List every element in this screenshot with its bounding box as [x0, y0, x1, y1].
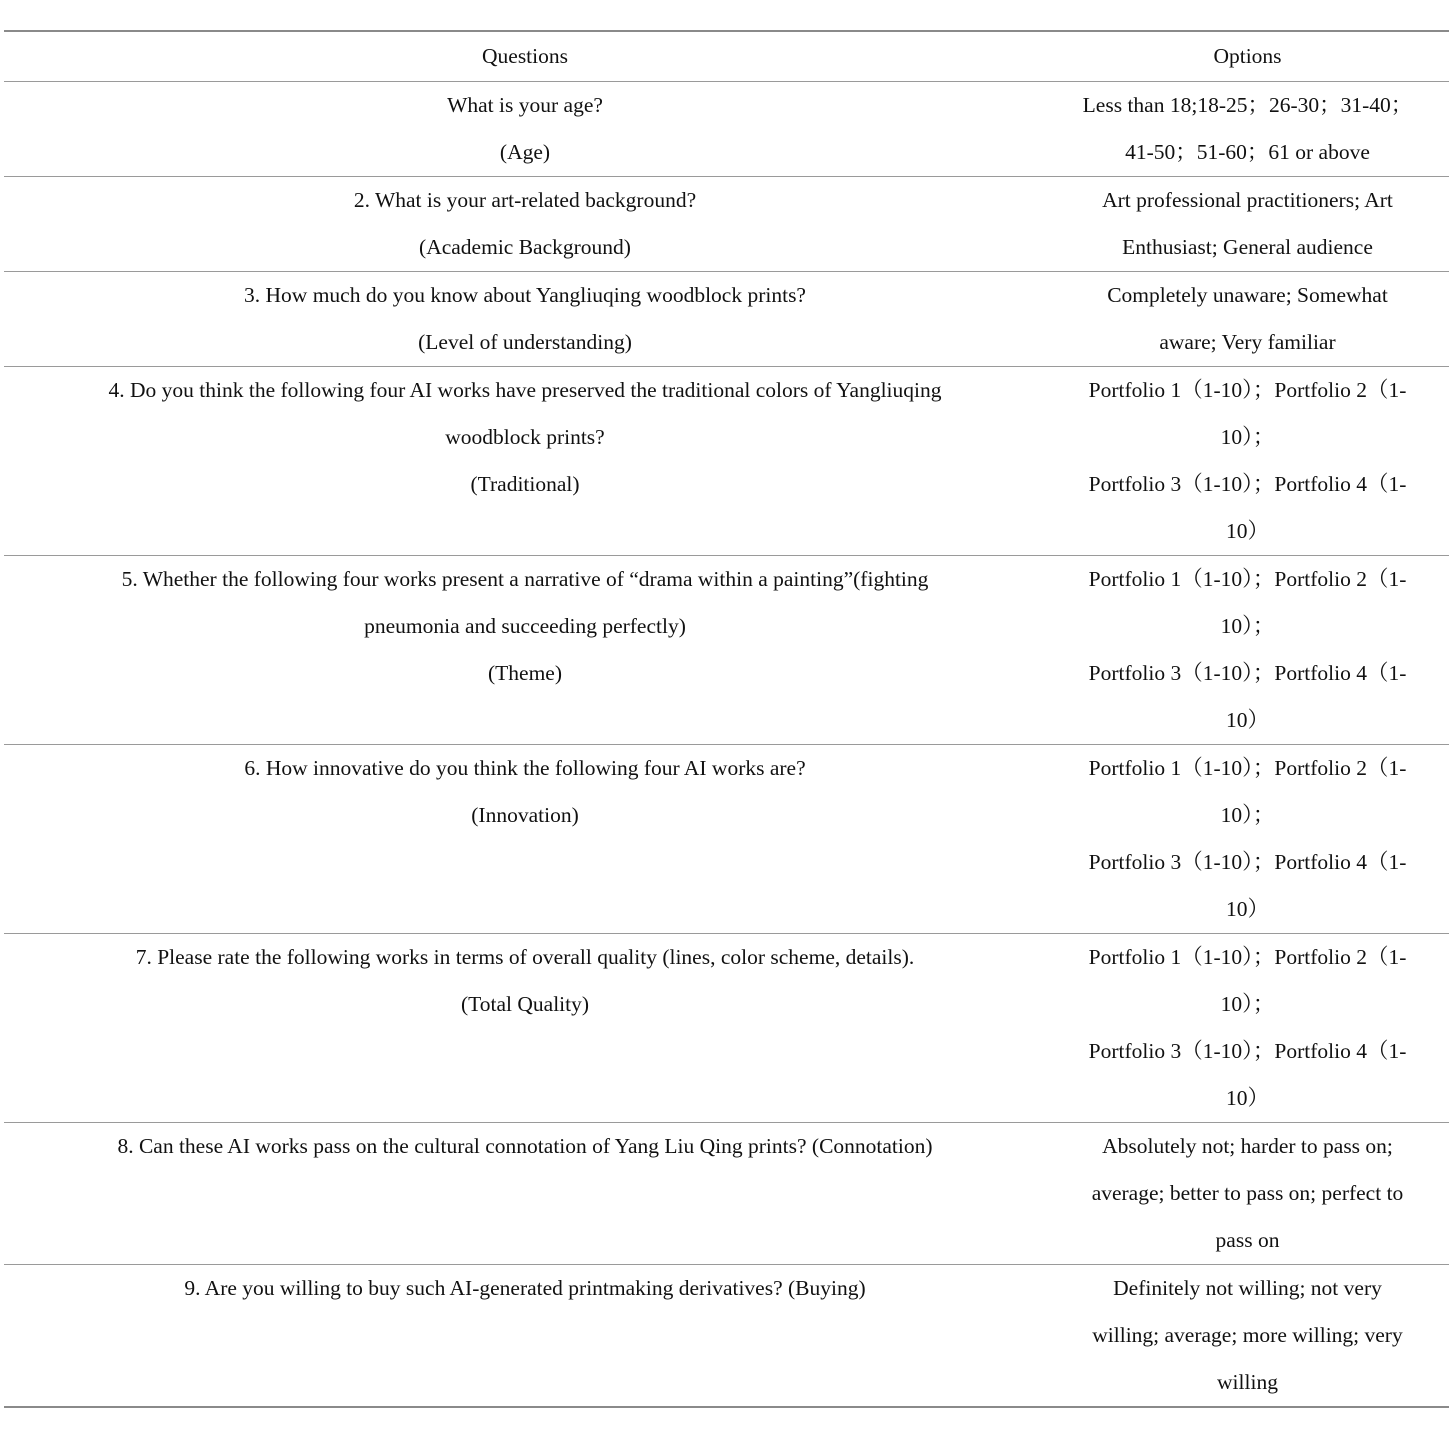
table-row — [4, 82, 1449, 177]
options-text: Absolutely not; harder to pass on; — [1102, 1134, 1393, 1158]
options-text: Less than 18;18-25；26-30；31-40； — [1082, 93, 1413, 117]
question-cell — [4, 367, 1046, 556]
options-cell — [1046, 272, 1449, 367]
table-row — [4, 272, 1449, 367]
question-text: 2. What is your art-related background? — [353, 188, 697, 212]
question-category: (Level of understanding) — [418, 330, 632, 354]
options-cell — [1046, 367, 1449, 556]
options-text: Portfolio 3（1-10）；Portfolio 4（1- — [1088, 850, 1407, 874]
options-cell — [1046, 745, 1449, 934]
table-row — [4, 177, 1449, 272]
options-text: Enthusiast; General audience — [1122, 235, 1373, 259]
question-cell — [4, 745, 1046, 934]
options-text: 10）； — [1220, 614, 1275, 638]
question-category: (Total Quality) — [460, 992, 590, 1016]
question-text: 7. Please rate the following works in terms of overall quality (lines, color scheme, details). — [135, 945, 915, 969]
table-row — [4, 1265, 1449, 1408]
options-text: Portfolio 1（1-10）；Portfolio 2（1- — [1088, 756, 1407, 780]
options-text: 10）； — [1220, 803, 1275, 827]
options-cell — [1046, 556, 1449, 745]
options-text: aware; Very familiar — [1159, 330, 1336, 354]
options-cell — [1046, 177, 1449, 272]
table-row — [4, 745, 1449, 934]
question-text: What is your age? — [447, 93, 603, 117]
options-text: Portfolio 3（1-10）；Portfolio 4（1- — [1088, 1039, 1407, 1063]
table-row — [4, 367, 1449, 556]
options-text: 10） — [1225, 519, 1269, 543]
options-text: Definitely not willing; not very — [1113, 1276, 1382, 1300]
question-category: (Innovation) — [471, 803, 579, 827]
question-category: (Age) — [499, 140, 551, 164]
options-cell — [1046, 82, 1449, 177]
question-text: 8. Can these AI works pass on the cultural connotation of Yang Liu Qing prints? (Connotation) — [117, 1134, 933, 1158]
table-row — [4, 556, 1449, 745]
options-text: 10）； — [1220, 992, 1275, 1016]
question-cell — [4, 1265, 1046, 1408]
options-cell — [1046, 934, 1449, 1123]
table-header-row — [4, 31, 1449, 82]
options-text: Art professional practitioners; Art — [1102, 188, 1393, 212]
options-column-header: Options — [1213, 44, 1282, 68]
question-text: 5. Whether the following four works present a narrative of “drama within a painting”(fighting — [121, 567, 929, 591]
question-cell — [4, 82, 1046, 177]
question-cell — [4, 934, 1046, 1123]
options-text: Portfolio 1（1-10）；Portfolio 2（1- — [1088, 945, 1407, 969]
question-text: 9. Are you willing to buy such AI-generated printmaking derivatives? (Buying) — [184, 1276, 866, 1300]
question-cell — [4, 272, 1046, 367]
question-cell — [4, 177, 1046, 272]
options-text: 10） — [1225, 708, 1269, 732]
question-text: 6. How innovative do you think the following four AI works are? — [244, 756, 806, 780]
question-category: (Theme) — [487, 661, 562, 685]
questions-column-header: Questions — [482, 44, 568, 68]
question-text: 4. Do you think the following four AI works have preserved the traditional colors of Yangliuqing — [108, 378, 942, 402]
question-text: woodblock prints? — [445, 425, 605, 449]
options-text: Portfolio 1（1-10）；Portfolio 2（1- — [1088, 567, 1407, 591]
options-text: Portfolio 3（1-10）；Portfolio 4（1- — [1088, 472, 1407, 496]
options-text: 10） — [1225, 897, 1269, 921]
table-row — [4, 934, 1449, 1123]
options-cell — [1046, 1265, 1449, 1408]
question-category: (Traditional) — [470, 472, 580, 496]
question-cell — [4, 1123, 1046, 1265]
options-text: Completely unaware; Somewhat — [1107, 283, 1388, 307]
options-text: Portfolio 3（1-10）；Portfolio 4（1- — [1088, 661, 1407, 685]
table-row — [4, 1123, 1449, 1265]
options-text: average; better to pass on; perfect to — [1091, 1181, 1404, 1205]
options-text: willing — [1217, 1370, 1278, 1394]
options-text: 41-50；51-60；61 or above — [1125, 140, 1370, 164]
options-text: pass on — [1215, 1228, 1280, 1252]
survey-questions-table — [4, 30, 1449, 1408]
question-text: pneumonia and succeeding perfectly) — [364, 614, 686, 638]
question-cell — [4, 556, 1046, 745]
question-category: (Academic Background) — [419, 235, 631, 259]
options-text: Portfolio 1（1-10）；Portfolio 2（1- — [1088, 378, 1407, 402]
options-text: willing; average; more willing; very — [1092, 1323, 1403, 1347]
options-text: 10） — [1225, 1086, 1269, 1110]
options-cell — [1046, 1123, 1449, 1265]
question-text: 3. How much do you know about Yangliuqing woodblock prints? — [244, 283, 806, 307]
options-text: 10）； — [1220, 425, 1275, 449]
